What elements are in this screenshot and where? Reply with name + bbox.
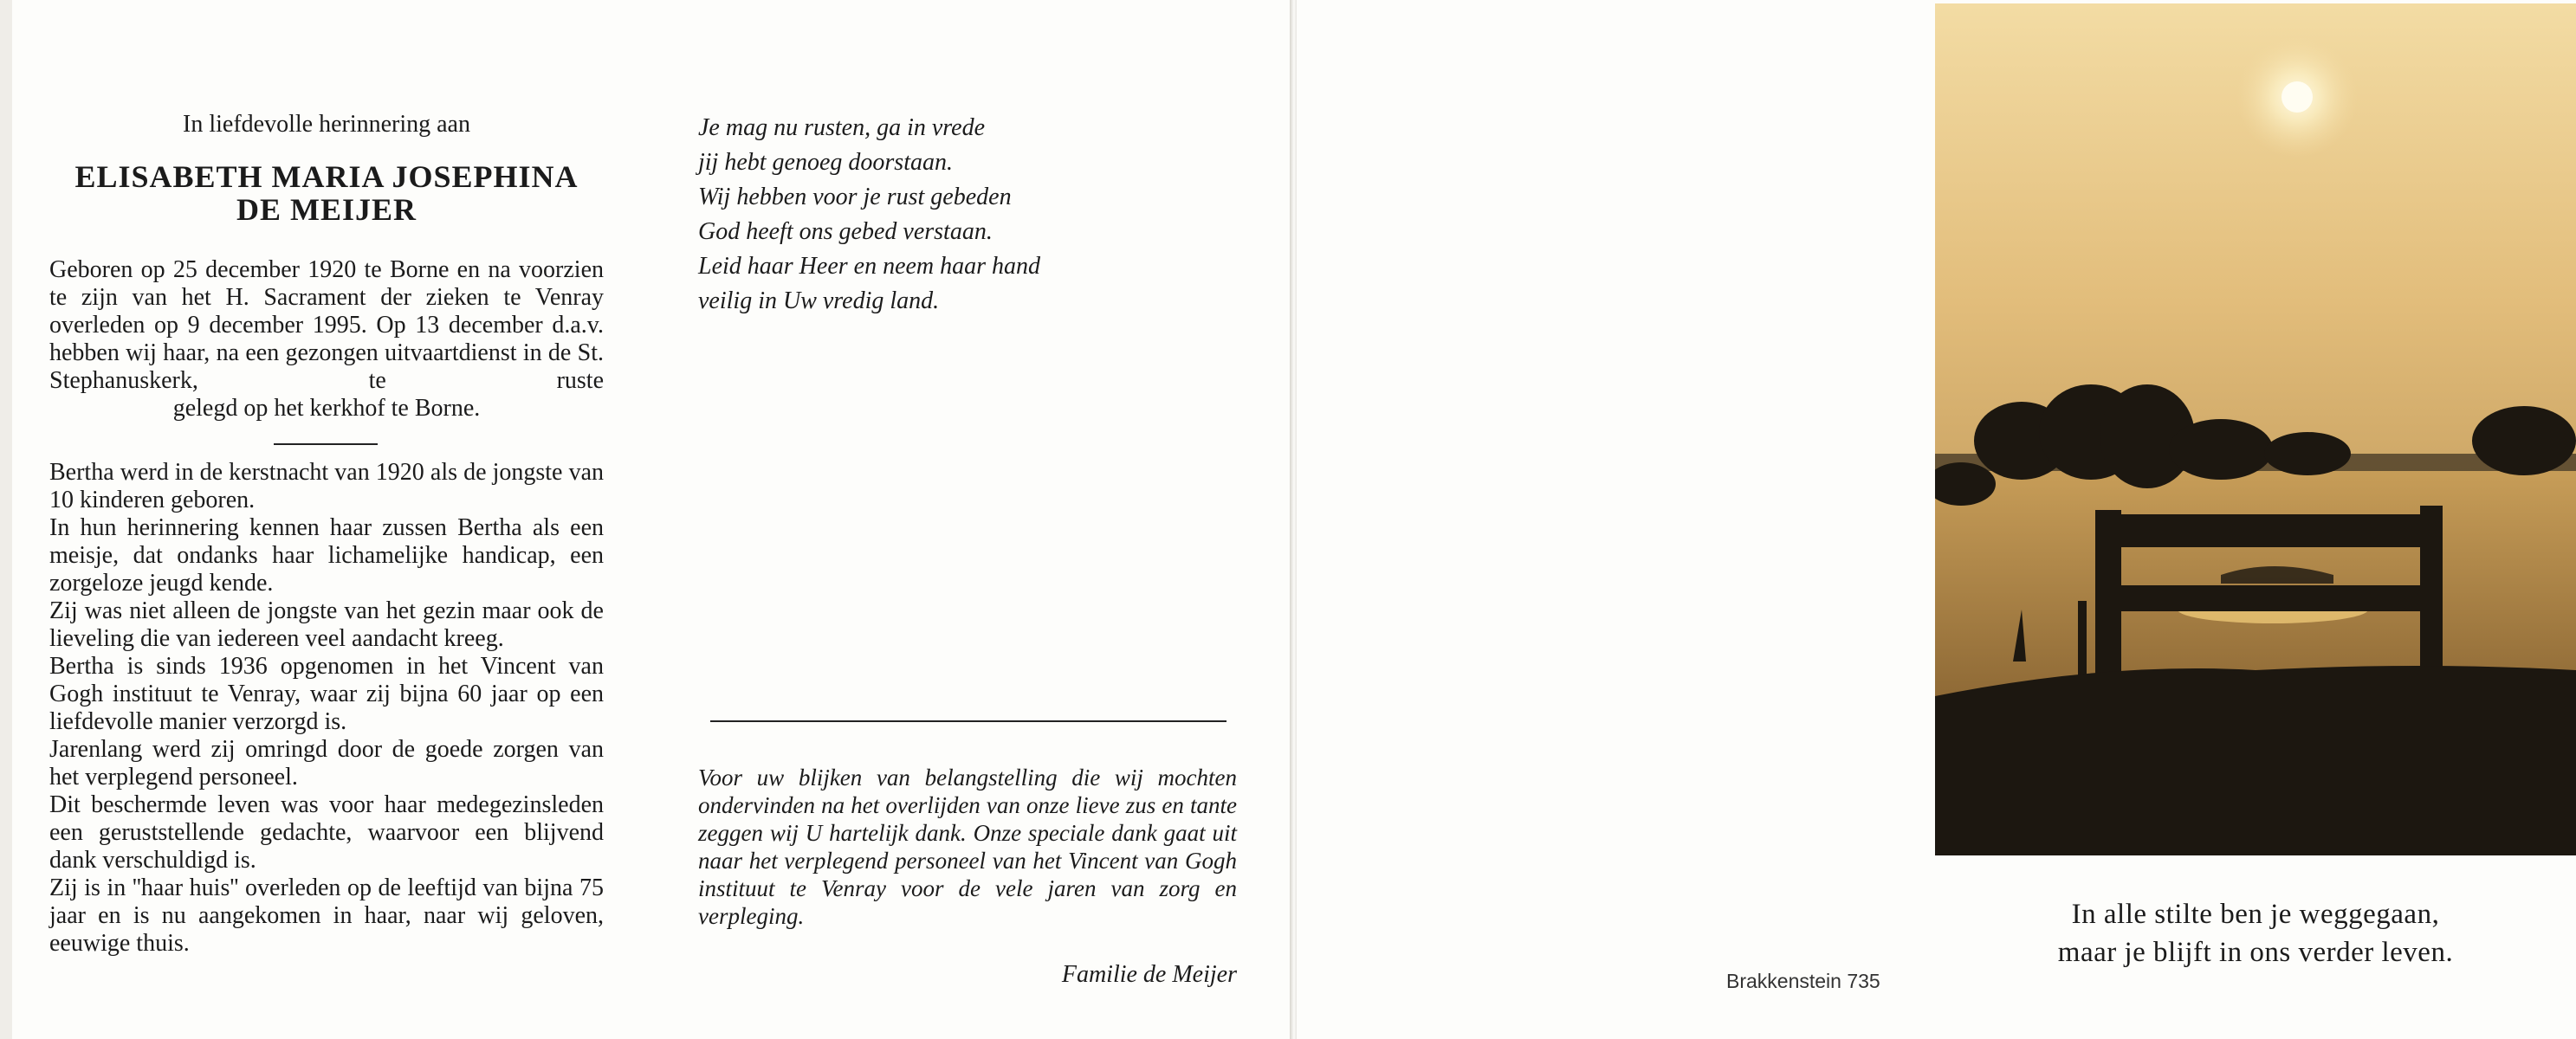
sunset-photo-svg: [1935, 3, 2576, 855]
poem-line: jij hebt genoeg doorstaan.: [698, 149, 953, 176]
birth-death-text: Geboren op 25 december 1920 te Borne en na voorzien te zijn van het H. Sacrament der zieken te Venray overleden op 9 december 1995. Op 13 december d.a.v. hebben wij haar, na een gezongen uitvaartdienst in de St. Stephanuskerk, te ruste: [49, 256, 604, 394]
burial-text: gelegd op het kerkhof te Borne.: [172, 395, 481, 422]
poem-line: Je mag nu rusten, ga in vrede: [698, 114, 985, 141]
photo-caption: [1935, 895, 2576, 971]
biography-paragraph: Jarenlang werd zij omringd door de goede zorgen van het verplegend personeel.: [49, 736, 604, 791]
biography-paragraph: Zij is in ''haar huis'' overleden op de leeftijd van bijna 75 jaar en is nu aangekomen in haar, naar wij geloven, eeuwige thuis.: [49, 874, 604, 957]
biography: [49, 459, 604, 958]
biography-paragraph: Bertha is sinds 1936 opgenomen in het Vincent van Gogh instituut te Venray, waar zij bijna 60 jaar op een liefdevolle manier verzorgd is.: [49, 653, 604, 735]
biography-paragraph: Bertha werd in de kerstnacht van 1920 als de jongste van 10 kinderen geboren.: [49, 459, 604, 513]
sunset-landscape-icon: [1935, 3, 2576, 855]
deceased-name: [49, 160, 604, 226]
caption-line2: maar je blijft in ons verder leven.: [2057, 937, 2454, 968]
poem-line: Wij hebben voor je rust gebeden: [698, 184, 1012, 210]
poem-line: Leid haar Heer en neem haar hand: [698, 253, 1041, 280]
birth-death-paragraph: [49, 256, 604, 423]
deceased-name-line2: DE MEIJER: [236, 192, 417, 227]
poem-line: God heeft ons gebed verstaan.: [698, 218, 993, 245]
biography-paragraph: Dit beschermde leven was voor haar medegezinsleden een geruststellende gedachte, waarvoor een blijvend dank verschuldigd is.: [49, 791, 604, 874]
biography-paragraph: In hun herinnering kennen haar zussen Bertha als een meisje, dat ondanks haar lichamelijke handicap, een zorgeloze jeugd kende.: [49, 514, 604, 597]
thanks-divider: [710, 720, 1227, 722]
deceased-name-line1: ELISABETH MARIA JOSEPHINA: [74, 159, 579, 194]
caption-line1: In alle stilte ben je weggegaan,: [2071, 899, 2440, 930]
memorial-heading: In liefdevolle herinnering aan: [183, 111, 470, 138]
thanks-paragraph: Voor uw blijken van belangstelling die wij mochten ondervinden na het overlijden van onze lieve zus en tante zeggen wij U hartelijk dank. Onze speciale dank gaat uit naar het verplegend personeel van het Vincent van Gogh instituut te Venray voor de vele jaren van zorg en verpleging.: [698, 765, 1237, 929]
section-divider: [274, 443, 378, 445]
biography-paragraph: Zij was niet alleen de jongste van het gezin maar ook de lieveling die van iedereen veel aandacht kreeg.: [49, 597, 604, 652]
family-signature: Familie de Meijer: [1061, 961, 1237, 988]
memorial-poem: [698, 111, 1218, 319]
poem-line: veilig in Uw vredig land.: [698, 287, 940, 314]
publisher-code: Brakkenstein 735: [1726, 970, 1880, 992]
